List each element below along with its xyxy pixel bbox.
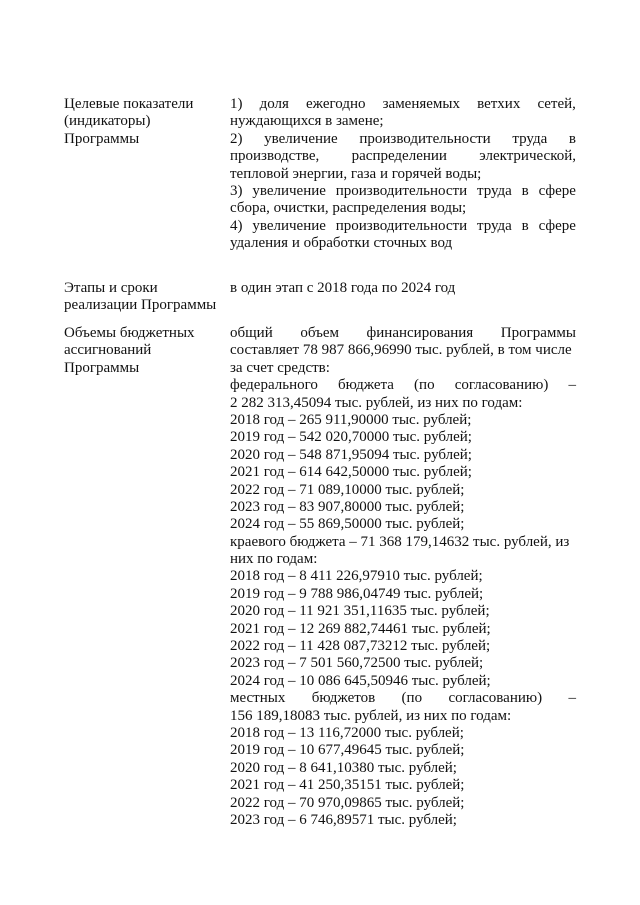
content-line: 2018 год – 13 116,72000 тыс. рублей; <box>230 724 464 741</box>
label-line: ассигнований <box>64 342 152 359</box>
content-word: труда <box>476 182 512 199</box>
content-word: ежегодно <box>306 96 366 112</box>
content-line: 2 282 313,45094 тыс. рублей, из них по годам: <box>230 394 523 411</box>
content-word: 1) <box>230 96 243 112</box>
content-line <box>230 183 576 200</box>
content-word: 2) <box>230 130 243 147</box>
section-content <box>230 325 576 829</box>
content-line: 2020 год – 8 641,10380 тыс. рублей; <box>230 759 457 776</box>
label-line: Программы <box>64 130 140 147</box>
content-word: труда <box>476 217 512 234</box>
content-line: 2023 год – 83 907,80000 тыс. рублей; <box>230 498 465 515</box>
content-word: согласованию) <box>454 377 549 394</box>
content-line <box>230 325 576 342</box>
content-line: 2022 год – 71 089,10000 тыс. рублей; <box>230 481 465 498</box>
content-line: 2023 год – 6 746,89571 тыс. рублей; <box>230 811 457 828</box>
content-line: 2018 год – 8 411 226,97910 тыс. рублей; <box>230 568 483 585</box>
content-word: производстве, <box>230 148 320 165</box>
content-line: 2019 год – 9 788 986,04749 тыс. рублей; <box>230 585 484 602</box>
content-word: увеличение <box>252 182 326 199</box>
content-word: сфере <box>538 217 576 234</box>
content-line: 2024 год – 10 086 645,50946 тыс. рублей; <box>230 672 491 689</box>
content-line: в один этап с 2018 года по 2024 год <box>230 280 456 296</box>
content-line: за счет средств: <box>230 359 330 376</box>
content-line: 156 189,18083 тыс. рублей, из них по годам: <box>230 707 512 724</box>
section-label <box>64 280 217 315</box>
content-line <box>230 377 576 394</box>
content-word: сетей, <box>537 96 576 112</box>
content-word: общий <box>230 325 273 341</box>
content-line <box>230 690 576 707</box>
content-word: местных <box>230 690 286 707</box>
label-line: Программы <box>64 359 140 376</box>
content-word: (по <box>414 377 435 394</box>
content-line: 2021 год – 41 250,35151 тыс. рублей; <box>230 777 465 794</box>
section-label <box>64 325 214 377</box>
content-line: 2023 год – 7 501 560,72500 тыс. рублей; <box>230 655 484 672</box>
content-line: 2019 год – 542 020,70000 тыс. рублей; <box>230 429 472 446</box>
content-line <box>230 148 576 165</box>
content-word: увеличение <box>252 217 326 234</box>
section-content <box>230 96 576 253</box>
content-line: 2020 год – 11 921 351,11635 тыс. рублей; <box>230 603 490 620</box>
content-line: 2019 год – 10 677,49645 тыс. рублей; <box>230 742 465 759</box>
content-word: объем <box>300 325 339 341</box>
content-word: производительности <box>335 182 468 199</box>
content-word: бюджета <box>338 377 394 394</box>
content-word: в <box>521 217 529 234</box>
label-line: реализации Программы <box>64 297 217 314</box>
content-word: ветхих <box>477 96 521 112</box>
content-word: в <box>568 130 576 147</box>
content-word: в <box>521 182 529 199</box>
content-word: электрической, <box>479 148 576 165</box>
content-word: сфере <box>538 182 576 199</box>
content-line: 2018 год – 265 911,90000 тыс. рублей; <box>230 411 472 428</box>
content-line: 2022 год – 70 970,09865 тыс. рублей; <box>230 794 465 811</box>
label-line: Объемы бюджетных <box>64 325 195 341</box>
content-word: согласованию) <box>448 690 543 707</box>
content-word: Программы <box>500 325 576 341</box>
content-line: краевого бюджета – 71 368 179,14632 тыс. рублей, из <box>230 533 570 550</box>
content-line: 2020 год – 548 871,95094 тыс. рублей; <box>230 446 472 463</box>
content-word: доля <box>259 96 289 112</box>
content-word: увеличение <box>264 130 338 147</box>
content-word: труда <box>512 130 548 147</box>
content-word: – <box>568 690 576 707</box>
content-line: 2021 год – 12 269 882,74461 тыс. рублей; <box>230 620 491 637</box>
content-line: нуждающихся в замене; <box>230 113 384 130</box>
content-line: удаления и обработки сточных вод <box>230 235 453 252</box>
content-word: производительности <box>335 217 468 234</box>
content-line: сбора, очистки, распределения воды; <box>230 200 467 217</box>
content-word: 4) <box>230 217 243 234</box>
content-word: (по <box>401 690 423 707</box>
content-word: финансирования <box>366 325 474 341</box>
content-line: 2024 год – 55 869,50000 тыс. рублей; <box>230 516 465 533</box>
label-line: Целевые показатели <box>64 96 194 112</box>
content-line: них по годам: <box>230 551 318 568</box>
content-line: 2021 год – 614 642,50000 тыс. рублей; <box>230 464 472 481</box>
content-word: 3) <box>230 182 243 199</box>
content-line <box>230 96 576 113</box>
content-word: производительности <box>359 130 491 147</box>
label-line: Этапы и сроки <box>64 280 158 296</box>
content-word: распределении <box>351 148 447 165</box>
content-word: федерального <box>230 377 318 394</box>
content-line: 2022 год – 11 428 087,73212 тыс. рублей; <box>230 638 491 655</box>
content-line <box>230 218 576 235</box>
content-line <box>230 131 576 148</box>
content-line: тепловой энергии, газа и горячей воды; <box>230 165 482 182</box>
content-word: – <box>568 377 576 394</box>
section-label <box>64 96 214 148</box>
label-line: (индикаторы) <box>64 113 151 130</box>
content-line: составляет 78 987 866,96990 тыс. рублей, в том числе <box>230 342 572 359</box>
section-content <box>230 280 576 297</box>
content-word: бюджетов <box>311 690 376 707</box>
content-word: заменяемых <box>382 96 460 112</box>
